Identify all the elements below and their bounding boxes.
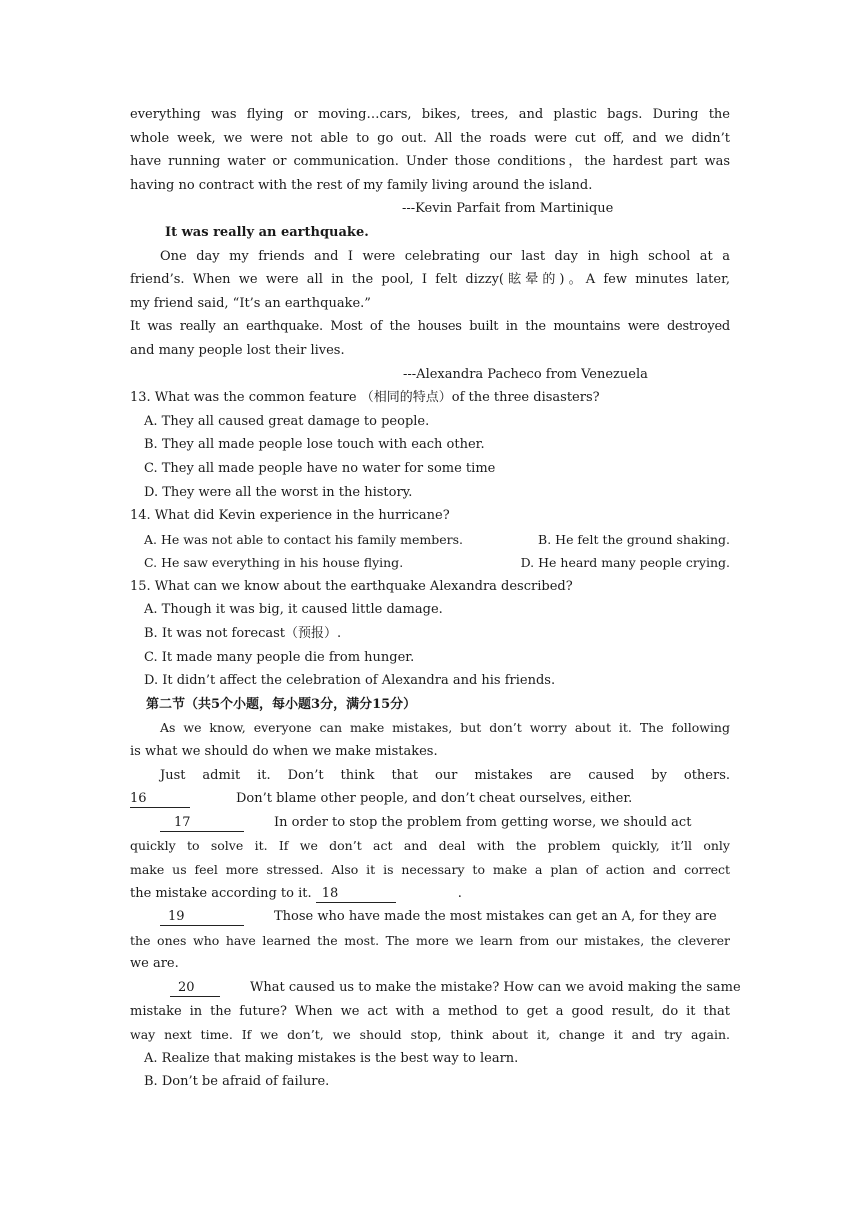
- question-15-stem: 15. What can we know about the earthquake Alexandra described?: [130, 578, 573, 594]
- paragraph-text: Those who have made the most mistakes can get an A, for they are: [274, 909, 717, 925]
- signature-alexandra: ---Alexandra Pacheco from Venezuela: [403, 366, 648, 382]
- passage-line: and many people lost their lives.: [130, 342, 345, 358]
- answer-blank-20[interactable]: 20: [170, 980, 220, 997]
- section-2-option-b: B. Don’t be afraid of failure.: [144, 1074, 330, 1090]
- paragraph-line: [130, 787, 730, 811]
- answer-blank-18[interactable]: 18: [316, 886, 396, 903]
- question-14-option-d: D. He heard many people crying.: [520, 555, 730, 571]
- paragraph-line: [130, 976, 741, 1000]
- section-2-intro-line: As we know, everyone can make mistakes, but don’t worry about it. The following: [160, 720, 730, 736]
- question-13-option-c: C. They all made people have no water for some time: [144, 460, 496, 476]
- question-14-options-row2: [130, 551, 730, 575]
- answer-blank-17[interactable]: 17: [160, 815, 244, 832]
- paragraph-line: [130, 905, 730, 929]
- passage-line: friend’s. When we were all in the pool, I felt dizzy(眩晕的)。A few minutes later,: [130, 272, 730, 288]
- section-2-heading: 第二节（共5个小题，每小题3分，满分15分）: [146, 696, 417, 712]
- paragraph-text: the mistake according to it.: [130, 885, 312, 901]
- paragraph-line: mistake in the future? When we act with a method to get a good result, do it that: [130, 1003, 730, 1019]
- paragraph-line: [130, 882, 730, 906]
- exam-page: [130, 103, 741, 1094]
- signature-kevin: ---Kevin Parfait from Martinique: [402, 201, 614, 217]
- question-14-stem: 14. What did Kevin experience in the hurricane?: [130, 508, 450, 524]
- question-13-option-b: B. They all made people lose touch with each other.: [144, 437, 485, 453]
- passage-line: One day my friends and I were celebrating our last day in high school at a: [160, 248, 730, 264]
- passage-line: my friend said, “It’s an earthquake.”: [130, 295, 371, 311]
- paragraph-line: we are.: [130, 956, 179, 972]
- paragraph-line: make us feel more stressed. Also it is necessary to make a plan of action and correct: [130, 862, 730, 877]
- question-14-option-c: C. He saw everything in his house flying.: [144, 555, 404, 571]
- paragraph-text: Don’t blame other people, and don’t cheat ourselves, either.: [236, 791, 633, 807]
- paragraph-line: way next time. If we don’t, we should stop, think about it, change it and try again.: [130, 1027, 730, 1043]
- answer-blank-16[interactable]: 16: [130, 791, 190, 808]
- earthquake-heading: It was really an earthquake.: [165, 224, 369, 240]
- paragraph-line: quickly to solve it. If we don’t act and deal with the problem quickly, it’ll only: [130, 838, 730, 854]
- question-15-option-d: D. It didn’t affect the celebration of Alexandra and his friends.: [144, 673, 556, 689]
- paragraph-text: In order to stop the problem from getting worse, we should act: [274, 814, 692, 830]
- question-15-option-b: B. It was not forecast（预报）.: [144, 626, 342, 642]
- passage-line: have running water or communication. Under those conditions，the hardest part was: [130, 154, 730, 170]
- question-14-option-b: B. He felt the ground shaking.: [538, 531, 730, 547]
- paragraph-line: [130, 811, 730, 835]
- question-13-option-a: A. They all caused great damage to people.: [144, 413, 430, 429]
- paragraph-line: Just admit it. Don’t think that our mistakes are caused by others.: [160, 767, 730, 783]
- paragraph-line: the ones who have learned the most. The more we learn from our mistakes, the cleverer: [130, 932, 730, 948]
- question-14-option-a: A. He was not able to contact his family members.: [144, 531, 464, 547]
- answer-blank-19[interactable]: 19: [160, 909, 244, 926]
- passage-line: everything was flying or moving…cars, bikes, trees, and plastic bags. During the: [130, 107, 730, 122]
- section-2-intro-line: is what we should do when we make mistakes.: [130, 744, 438, 760]
- paragraph-text: What caused us to make the mistake? How can we avoid making the same: [250, 979, 741, 995]
- question-15-option-a: A. Though it was big, it caused little damage.: [144, 602, 443, 618]
- question-14-options-row1: [130, 528, 730, 552]
- passage-line: It was really an earthquake. Most of the houses built in the mountains were destroyed: [130, 319, 730, 335]
- section-2-option-a: A. Realize that making mistakes is the best way to learn.: [144, 1050, 519, 1066]
- passage-line: whole week, we were not able to go out. All the roads were cut off, and we didn’t: [130, 130, 730, 146]
- paragraph-period: .: [457, 885, 462, 901]
- question-13-stem: 13. What was the common feature （相同的特点）of the three disasters?: [130, 390, 600, 406]
- passage-line: having no contract with the rest of my family living around the island.: [130, 177, 593, 193]
- question-13-option-d: D. They were all the worst in the history.: [144, 484, 413, 500]
- question-15-option-c: C. It made many people die from hunger.: [144, 649, 415, 665]
